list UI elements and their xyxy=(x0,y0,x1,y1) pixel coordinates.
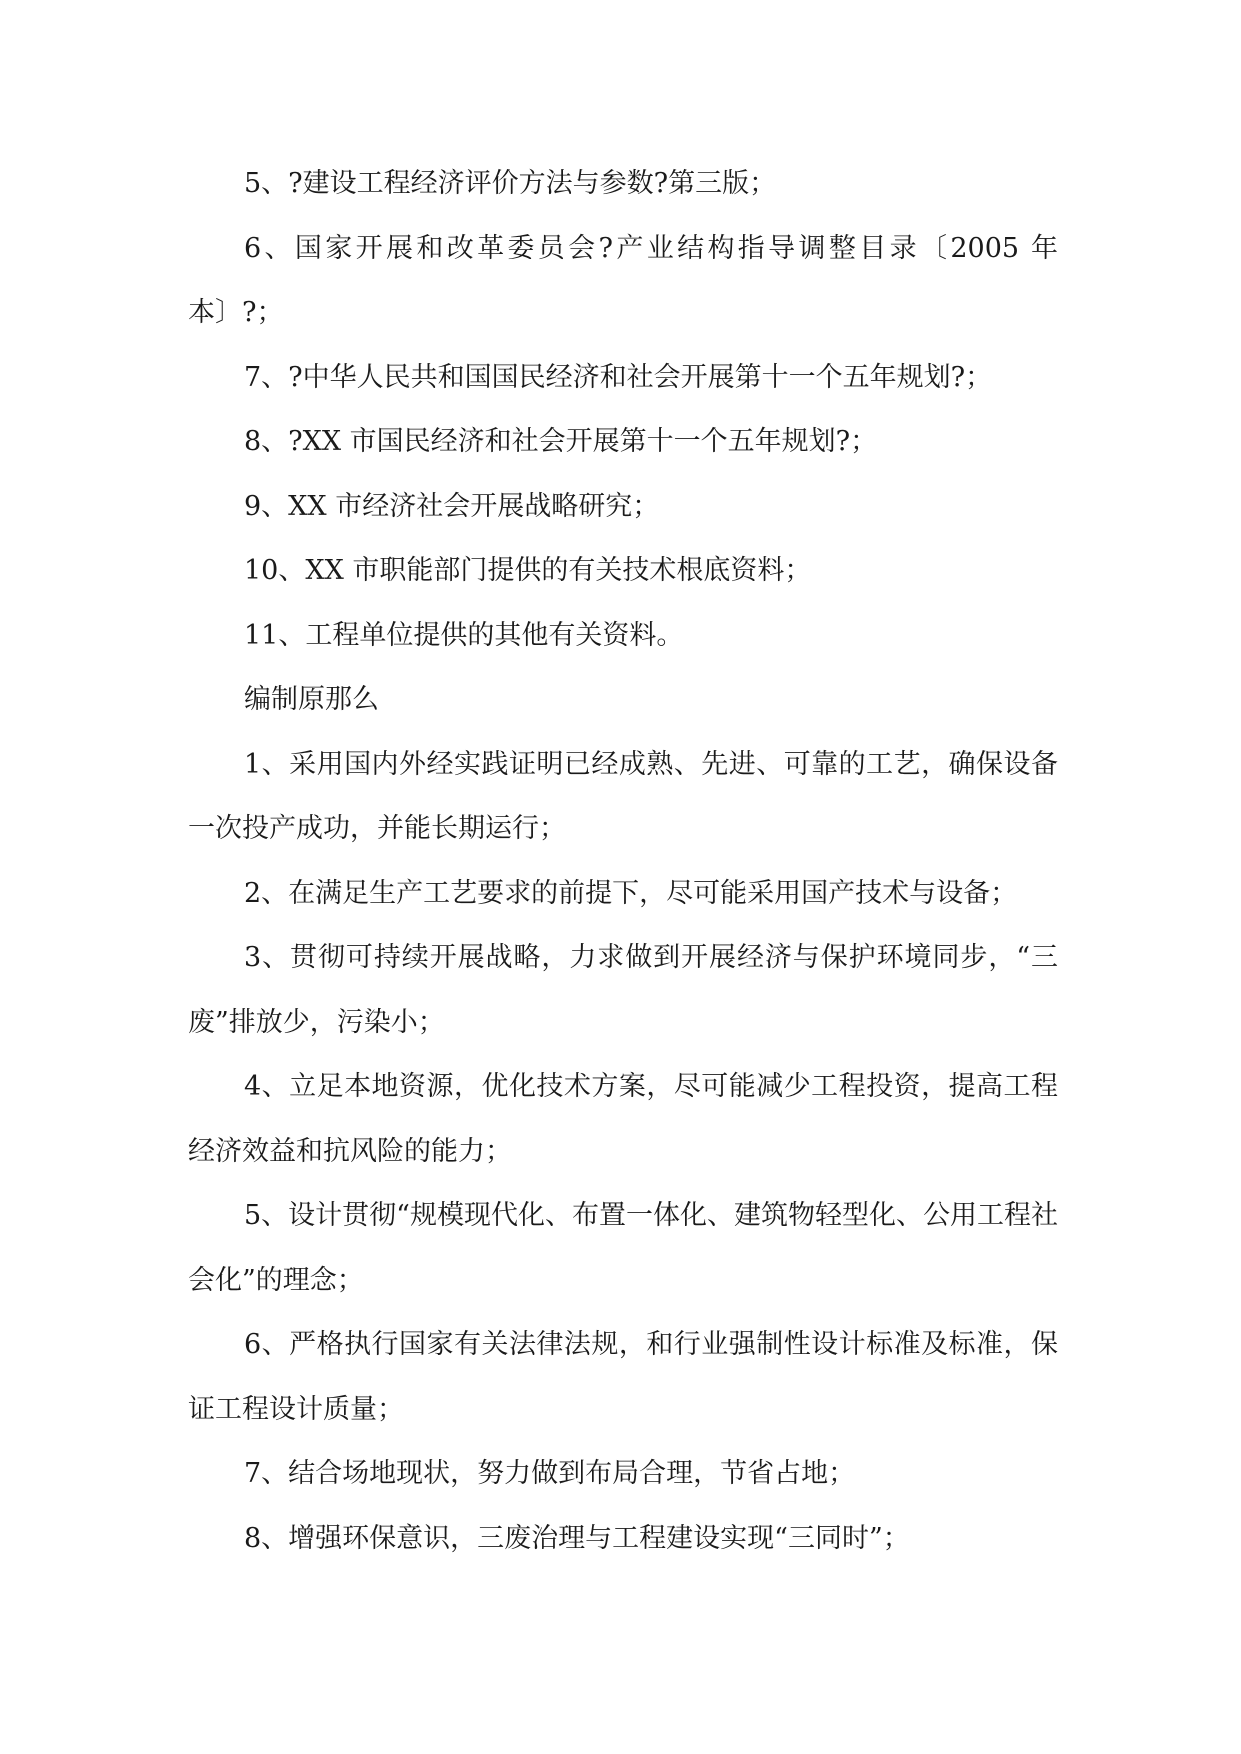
principle-item-6: 6、严格执行国家有关法律法规，和行业强制性设计标准及标准，保证工程设计质量； xyxy=(188,1329,1058,1425)
principle-item-1: 1、采用国内外经实践证明已经成熟、先进、可靠的工艺，确保设备一次投产成功，并能长期运行； xyxy=(188,748,1058,844)
principle-item-7: 7、结合场地现状，努力做到布局合理，节省占地； xyxy=(244,1458,856,1489)
reference-item-7: 7、?中华人民共和国国民经济和社会开展第十一个五年规划?； xyxy=(244,361,993,393)
principle-item-5: 5、设计贯彻“规模现代化、布置一体化、建筑物轻型化、公用工程社会化”的理念； xyxy=(188,1200,1058,1296)
principle-item-8: 8、增强环保意识，三废治理与工程建设实现“三同时”； xyxy=(244,1522,910,1554)
section-heading: 编制原那么 xyxy=(244,684,379,715)
reference-item-8: 8、?XX 市国民经济和社会开展第十一个五年规划?； xyxy=(244,426,878,457)
reference-item-5: 5、?建设工程经济评价方法与参数?第三版； xyxy=(244,168,777,199)
reference-item-10: 10、XX 市职能部门提供的有关技术根底资料； xyxy=(244,555,812,586)
reference-item-9: 9、XX 市经济社会开展战略研究； xyxy=(244,490,660,522)
principle-item-3: 3、贯彻可持续开展战略，力求做到开展经济与保护环境同步，“三废”排放少，污染小； xyxy=(188,942,1058,1038)
principle-item-4: 4、立足本地资源，优化技术方案，尽可能减少工程投资，提高工程经济效益和抗风险的能力； xyxy=(188,1071,1058,1167)
reference-item-11: 11、工程单位提供的其他有关资料。 xyxy=(244,619,684,651)
principle-item-2: 2、在满足生产工艺要求的前提下，尽可能采用国产技术与设备； xyxy=(244,877,1018,909)
reference-item-6: 6、国家开展和改革委员会?产业结构指导调整目录〔2005 年本〕?； xyxy=(188,232,1058,328)
document-body xyxy=(188,152,1058,1571)
